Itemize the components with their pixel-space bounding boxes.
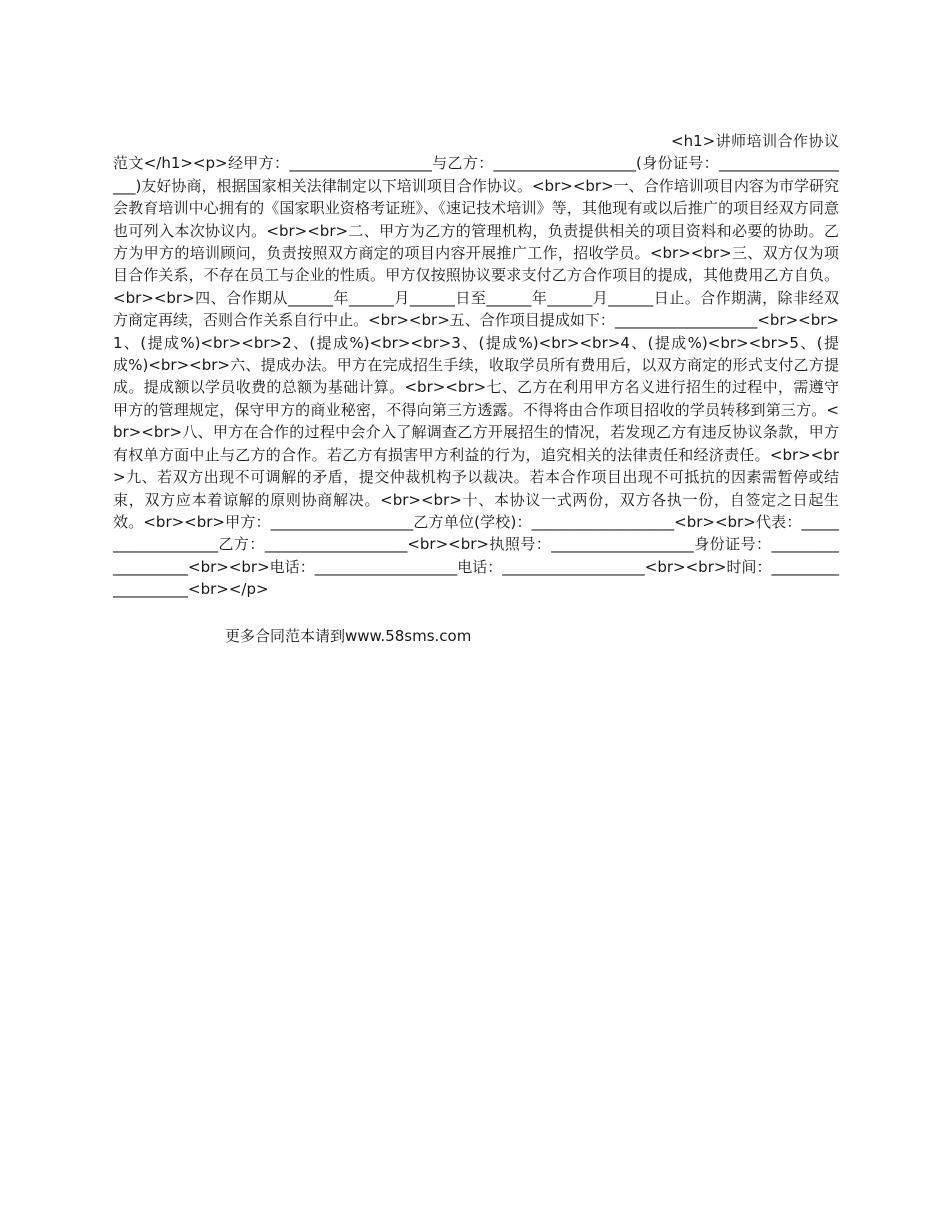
agreement-body-text: <h1>讲师培训合作协议范文</h1><p>经甲方：___________________与乙方：___________________(身份证号：___________________)友好协商，根据国家相关法律制定以下培训项目合作协议。<br><br>一、合作培训项目内容为市学研究会教育培训中心拥有的《国家职业资格考证班》、《速记技术培训》等，其他现有或以后推广的项目经双方同意也可列入本次协议内。<br><br>二、甲方为乙方的管理机构，负责提供相关的项目资料和必要的协助。乙方为甲方的培训顾问，负责按照双方商定的项目内容开展推广工作，招收学员。<br><br>三、双方仅为项目合作关系，不存在员工与企业的性质。甲方仅按照协议要求支付乙方合作项目的提成，其他费用乙方自负。<br><br>四、合作期从______年______月______日至______年______月______日止。合作期满，除非经双方商定再续，否则合作关系自行中止。<br><br>五、合作项目提成如下：___________________<br><br>1、(提成%)<br><br>2、(提成%)<br><br>3、(提成%)<br><br>4、(提成%)<br><br>5、(提成%)<br><br>六、提成办法。甲方在完成招生手续，收取学员所有费用后，以双方商定的形式支付乙方提成。提成额以学员收费的总额为基础计算。<br><br>七、乙方在利用甲方名义进行招生的过程中，需遵守甲方的管理规定，保守甲方的商业秘密，不得向第三方透露。不得将由合作项目招收的学员转移到第三方。<br><br>八、甲方在合作的过程中会介入了解调查乙方开展招生的情况，若发现乙方有违反协议条款，甲方有权单方面中止与乙方的合作。若乙方有损害甲方利益的行为，追究相关的法律责任和经济责任。<br><br>九、若双方出现不可调解的矛盾，提交仲裁机构予以裁决。若本合作项目出现不可抵抗的因素需暂停或结束，双方应本着谅解的原则协商解决。<br><br>十、本协议一式两份，双方各执一份，自签定之日起生效。<br><br>甲方：___________________乙方单位(学校)：___________________<br><br>代表：___________________乙方：___________________<br><br>执照号：___________________身份证号：___________________<br><br>电话：___________________电话：___________________<br><br>时间：___________________<br></p> bbox=[113, 132, 839, 599]
footer-source-note: 更多合同范本请到www.58sms.com bbox=[225, 627, 472, 645]
